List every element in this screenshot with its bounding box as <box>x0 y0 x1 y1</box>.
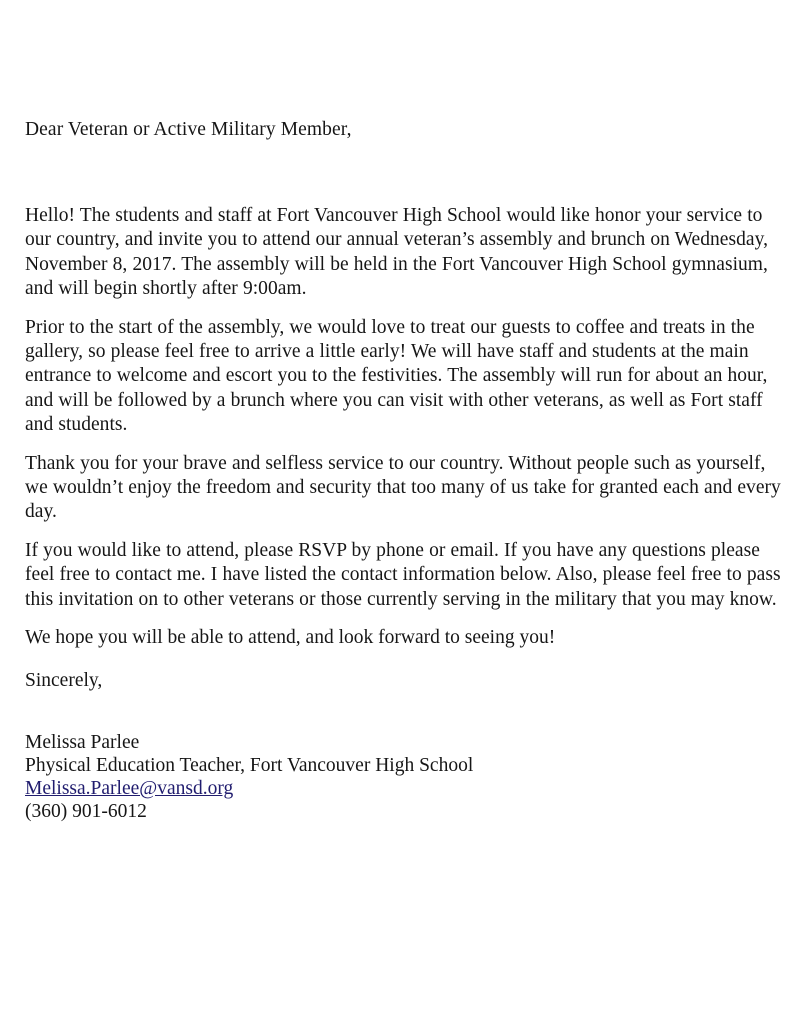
signature-email-link[interactable]: Melissa.Parlee@vansd.org <box>25 777 234 799</box>
body-paragraph-4: If you would like to attend, please RSVP by phone or email. If you have any questions please feel free to contact me. I have listed the contact information below. Also, please feel free to pass this invitation on to other veterans or those currently serving in the military that you may know. <box>25 539 781 610</box>
body-paragraph-1: Hello! The students and staff at Fort Vancouver High School would like honor your service to our country, and invite you to attend our annual veteran’s assembly and brunch on Wednesday, November 8, 2017. The assembly will be held in the Fort Vancouver High School gymnasium, and will begin shortly after 9:00am. <box>25 205 768 300</box>
closing-salutation: Sincerely, <box>25 669 103 691</box>
salutation-spacer <box>25 142 783 204</box>
body-paragraph-3: Thank you for your brave and selfless service to our country. Without people such as yourself, we wouldn’t enjoy the freedom and security that too many of us take for granted each and every day. <box>25 452 781 523</box>
signature-phone: (360) 901-6012 <box>25 800 147 822</box>
signature-name: Melissa Parlee <box>25 731 140 753</box>
signature-block <box>25 731 783 823</box>
body-paragraph-2: Prior to the start of the assembly, we would love to treat our guests to coffee and treats in the gallery, so please feel free to arrive a little early! We will have staff and students at the main entrance to welcome and escort you to the festivities. The assembly will run for about an hour, and will be followed by a brunch where you can visit with other veterans, as well as Fort staff and students. <box>25 316 768 436</box>
signature-title: Physical Education Teacher, Fort Vancouver High School <box>25 754 474 776</box>
signature-email-line <box>25 777 783 800</box>
letter-body <box>25 118 783 823</box>
salutation: Dear Veteran or Active Military Member, <box>25 119 352 140</box>
closing-line: We hope you will be able to attend, and look forward to seeing you! <box>25 627 556 649</box>
signature-spacer <box>25 693 783 731</box>
